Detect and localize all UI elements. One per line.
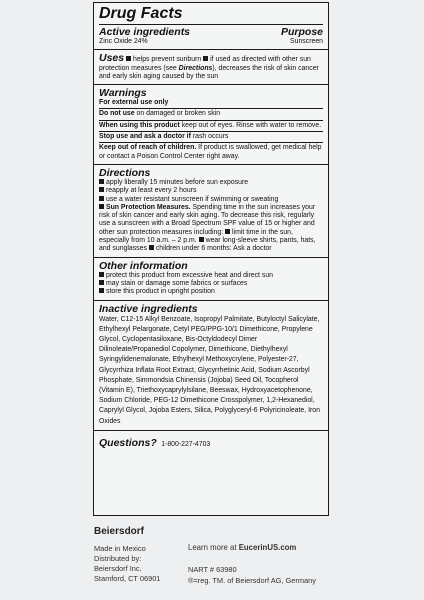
bullet-icon <box>99 187 104 192</box>
other-information-section <box>94 258 328 301</box>
divider <box>99 142 323 143</box>
distributed-by-text: Distributed by: <box>94 554 142 563</box>
made-in-text: Made in Mexico <box>94 544 146 553</box>
bullet-icon <box>99 280 104 285</box>
list-item: use a water resistant sunscreen if swimming or sweating <box>99 196 323 204</box>
uses-title: Uses <box>99 52 125 65</box>
trademark-text: ®=reg. TM. of Beiersdorf AG, Germany <box>188 576 316 585</box>
questions-title: Questions? <box>99 436 157 449</box>
active-ingredient: Zinc Oxide 24% <box>99 38 148 45</box>
stop-use-text: rash occurs <box>192 133 229 141</box>
sun-protection-measures: Sun Protection Measures. Spending time in the sun increases your risk of skin cancer and early skin aging. To decrease this risk, regularly use a sunscreen with a Broad Spectrum SPF value of 15 or higher and other sun protection measures including: limit time in the sun, especially from 10 a.m. – 2 p.m. wear long-sleeve shirts, pants, hats, and sunglasses children under 6 months: Ask a doctor <box>99 203 316 253</box>
bullet-icon <box>99 288 104 293</box>
nart-number: NART # 63980 <box>188 565 237 574</box>
address-text: Stamford, CT 06901 <box>94 574 161 583</box>
stop-use-label: Stop use and ask a doctor if <box>99 133 191 141</box>
directions-title: Directions <box>99 166 151 179</box>
bullet-icon <box>203 56 208 61</box>
inactive-ingredients-list: Water, C12-15 Alkyl Benzoate, Isopropyl Palmitate, Butyloctyl Salicylate, Ethylhexyl Pelargonate, Cetyl PEG/PPG-10/1 Dimethicone, Propylene Glycol, Cyclopentasiloxane, Bis-Octyldodecyl Dimer Dilinoleate/Propanediol Copolymer, Dimethicone, Diethylhexyl Syringylidenemalonate, Ethylhexyl Methoxycrylene, Polyester-27, Glycyrrhiza Inflata Root Extract, Glycyrrhetinic Acid, Sodium Ascorbyl Phosphate, Simmondsia Chinensis (Jojoba) Seed Oil, Tocopherol (Vitamin E), Triethoxycaprylylsilane, Beeswax, Hydroxyacetophenone, Sodium Chloride, PEG-12 Dimethicone Crosspolymer, 1,2-Hexanediol, Caprylyl Glycol, Jojoba Esters, Silica, Polyglyceryl-6 Polyricinoleate, Iron Oxides <box>99 315 320 425</box>
divider <box>99 131 323 132</box>
keep-out-text: If product is swallowed, get medical help or contact a Poison Control Center right away. <box>99 144 322 160</box>
list-item: reapply at least every 2 hours <box>99 187 323 195</box>
warnings-title: Warnings <box>99 87 147 100</box>
bullet-icon <box>99 196 104 201</box>
phone-number: 1-800-227-4703 <box>161 440 211 448</box>
bullet-icon <box>99 179 104 184</box>
bullet-icon <box>225 229 230 234</box>
other-information-title: Other information <box>99 259 188 272</box>
divider <box>99 108 323 109</box>
questions-section <box>94 431 328 454</box>
list-item: store this product in upright position <box>99 288 323 296</box>
purpose-value: Sunscreen <box>290 38 323 45</box>
bullet-icon <box>149 245 154 250</box>
list-item: may stain or damage some fabrics or surfaces <box>99 280 323 288</box>
purpose-header: Purpose <box>280 26 323 38</box>
bullet-icon <box>99 272 104 277</box>
directions-section <box>94 165 328 258</box>
brand-name: Beiersdorf <box>94 526 145 537</box>
inactive-ingredients-title: Inactive ingredients <box>99 302 198 315</box>
inactive-ingredients-section <box>94 301 328 431</box>
divider <box>99 24 323 25</box>
company-text: Beiersdorf Inc. <box>94 564 142 573</box>
uses-text-2: if used as directed with other sun protection measures (see <box>99 56 311 72</box>
drug-facts-title: Drug Facts <box>99 5 183 22</box>
when-using-label: When using this product <box>99 121 180 129</box>
active-ingredients-header: Active ingredients <box>99 26 191 38</box>
warnings-section <box>94 85 328 165</box>
divider <box>99 120 323 121</box>
external-use-warning: For external use only <box>99 99 169 107</box>
uses-text-1: helps prevent sunburn <box>133 56 202 64</box>
directions-reference: Directions <box>178 64 213 72</box>
learn-more-prefix: Learn more at <box>188 543 237 552</box>
bullet-icon <box>99 204 104 209</box>
bullet-icon <box>199 237 204 242</box>
uses-text-3: ), decreases the risk of skin cancer and early skin aging caused by the sun <box>99 64 319 80</box>
learn-more-line <box>188 544 296 553</box>
active-ingredients-section <box>94 3 328 50</box>
drug-facts-panel <box>93 2 329 516</box>
bullet-icon <box>126 56 131 61</box>
keep-out-label: Keep out of reach of children. <box>99 144 197 152</box>
do-not-use-label: Do not use <box>99 110 135 118</box>
when-using-text: keep out of eyes. Rinse with water to remove. <box>181 121 322 129</box>
website-link[interactable]: EucerinUS.com <box>238 543 297 552</box>
do-not-use-text: on damaged or broken skin <box>136 110 221 118</box>
list-item: protect this product from excessive heat and direct sun <box>99 272 323 280</box>
uses-section <box>94 50 328 85</box>
list-item: apply liberally 15 minutes before sun exposure <box>99 179 323 187</box>
